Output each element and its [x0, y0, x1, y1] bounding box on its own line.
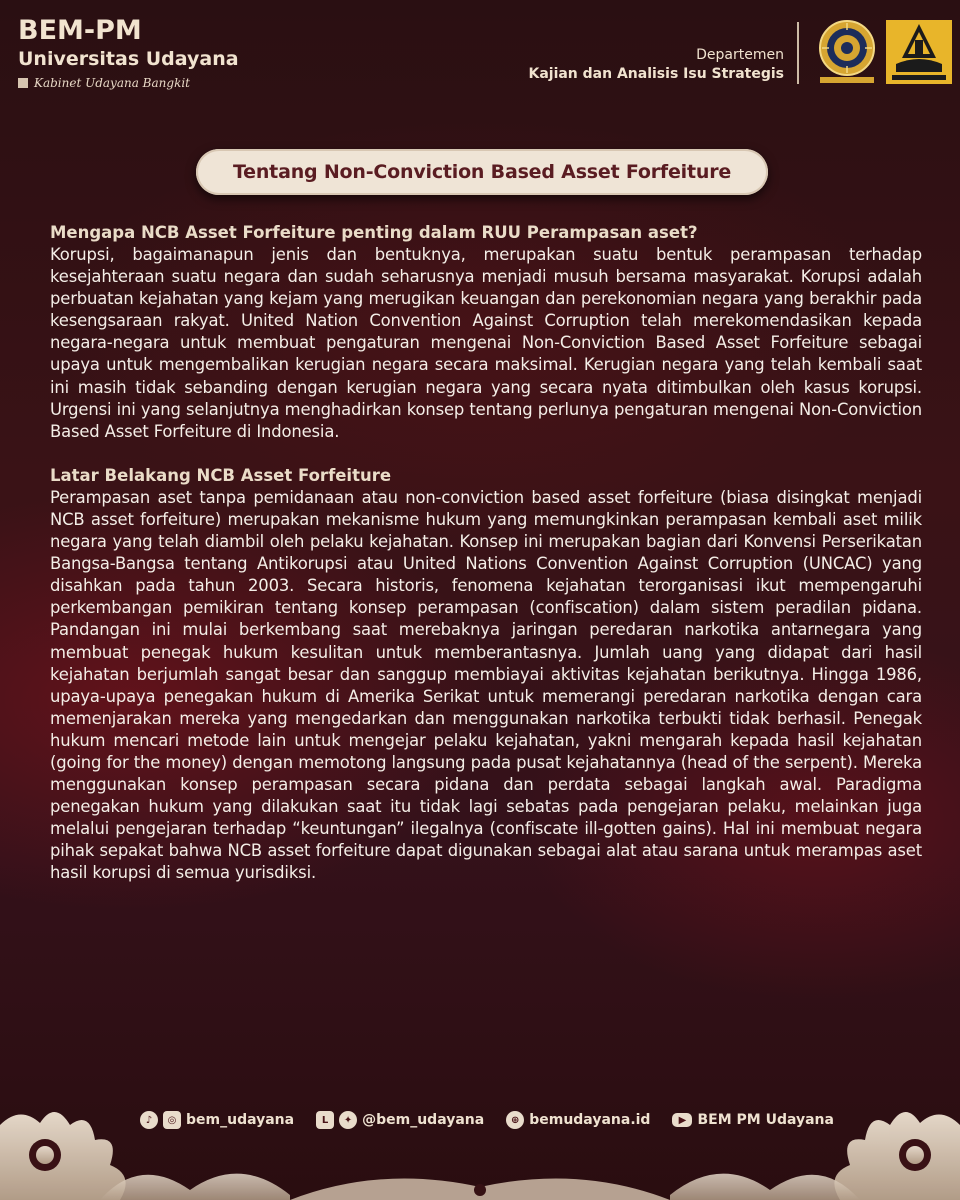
social-website[interactable]	[506, 1111, 650, 1129]
social-youtube[interactable]	[672, 1112, 834, 1128]
department-name: Kajian dan Analisis Isu Strategis	[528, 66, 784, 82]
section-heading-2: Latar Belakang NCB Asset Forfeiture	[50, 465, 392, 485]
social-links	[140, 1111, 834, 1129]
youtube-icon: ▶	[672, 1113, 692, 1127]
social-handle-1: bem_udayana	[186, 1112, 295, 1128]
twitter-icon: ✦	[339, 1111, 357, 1129]
square-bullet-icon	[18, 78, 28, 88]
line-icon: L	[316, 1111, 334, 1129]
brand-subtitle: Universitas Udayana	[18, 48, 239, 70]
social-line-twitter[interactable]	[316, 1111, 484, 1129]
page-title: Tentang Non-Conviction Based Asset Forfeiture	[232, 161, 732, 183]
cabinet-line	[18, 76, 239, 90]
section-body-2: Perampasan aset tanpa pemidanaan atau non-conviction based asset forfeiture (biasa disingkat menjadi NCB asset forfeiture) merupakan mekanisme hukum yang memungkinkan perampasan kembali aset milik negara yang telah diambil oleh pelaku kejahatan. Konsep ini merupakan bagian dari Konvensi Perserikatan Bangsa-Bangsa tentang Antikorupsi atau United Nations Convention Against Corruption (UNCAC) yang disahkan pada tahun 2003. Secara historis, fenomena kejahatan terorganisasi ikut mempengaruhi perkembangan pemikiran tentang konsep perampasan (confiscation) dalam sistem peradilan pidana. Pandangan ini mulai berkembang saat merebaknya jaringan peredaran narkotika antarnegara yang membuat penegak hukum kesulitan untuk memberantasnya. Jumlah uang yang didapat dari hasil kejahatan berjumlah sangat besar dan sanggup membiayai aktivitas kejahatan berikutnya. Hingga 1986, upaya-upaya penegakan hukum di Amerika Serikat untuk memerangi peredaran narkotika dengan cara memenjarakan mereka yang mengedarkan dan menggunakan narkotika terbukti tidak berhasil. Penegak hukum mencari metode lain untuk mengejar pelaku kejahatan, yakni mengarah kepada hasil kejahatan (going for the money) dengan memotong langsung pada pusat kejahatannya (head of the serpent). Mereka menggunakan konsep perampasan secara pidana dan perdata sebagai langkah awal. Paradigma penegakan hukum yang dilakukan saat itu tidak lagi sebatas pada pengejaran pelaku, melainkan juga melalui pengejaran terhadap “keuntungan” ilegalnya (confiscate ill-gotten gains). Hal ini membuat negara pihak sepakat bahwa NCB asset forfeiture dapat digunakan sebagai alat atau sarana untuk merampas aset hasil korupsi di semua yurisdiksi.	[50, 487, 922, 883]
article-body	[50, 222, 922, 885]
instagram-icon: ◎	[163, 1111, 181, 1129]
tiktok-icon: ♪	[140, 1111, 158, 1129]
social-handle-2: @bem_udayana	[362, 1112, 485, 1128]
section-heading-1: Mengapa NCB Asset Forfeiture penting dalam RUU Perampasan aset?	[50, 223, 698, 242]
social-instagram-tiktok[interactable]	[140, 1111, 294, 1129]
department-label: Departemen	[696, 47, 784, 63]
youtube-channel: BEM PM Udayana	[697, 1112, 834, 1128]
brand-block	[18, 16, 239, 90]
bem-logo	[884, 18, 954, 86]
section-body-1: Korupsi, bagaimanapun jenis dan bentuknya, merupakan suatu bentuk perampasan terhadap kesejahteraan suatu negara dan sudah seharusnya menjadi musuh bersama masyarakat. Korupsi adalah perbuatan kejahatan yang kejam yang merugikan keuangan dan perekonomian negara yang berakhir pada kesengsaraan rakyat. United Nation Convention Against Corruption telah merekomendasikan kepada negara-negara untuk membuat pengaturan mengenai Non-Conviction Based Asset Forfeiture sebagai upaya untuk mengembalikan kerugian negara secara maksimal. Kerugian negara yang telah kembali saat ini masih tidak sebanding dengan kerugian negara yang secara nyata ditimbulkan oleh kasus korupsi. Urgensi ini yang selanjutnya menghadirkan konsep tentang perlunya pengaturan mengenai Non-Conviction Based Asset Forfeiture di Indonesia.	[50, 245, 922, 441]
dribbble-icon: ⊕	[506, 1111, 524, 1129]
university-logo	[812, 18, 882, 86]
header-divider	[797, 22, 799, 84]
brand-title: BEM-PM	[18, 15, 142, 46]
website-link: bemudayana.id	[529, 1112, 651, 1128]
cabinet-name: Kabinet Udayana Bangkit	[34, 76, 190, 90]
title-pill	[196, 149, 768, 195]
department-block	[528, 46, 784, 84]
